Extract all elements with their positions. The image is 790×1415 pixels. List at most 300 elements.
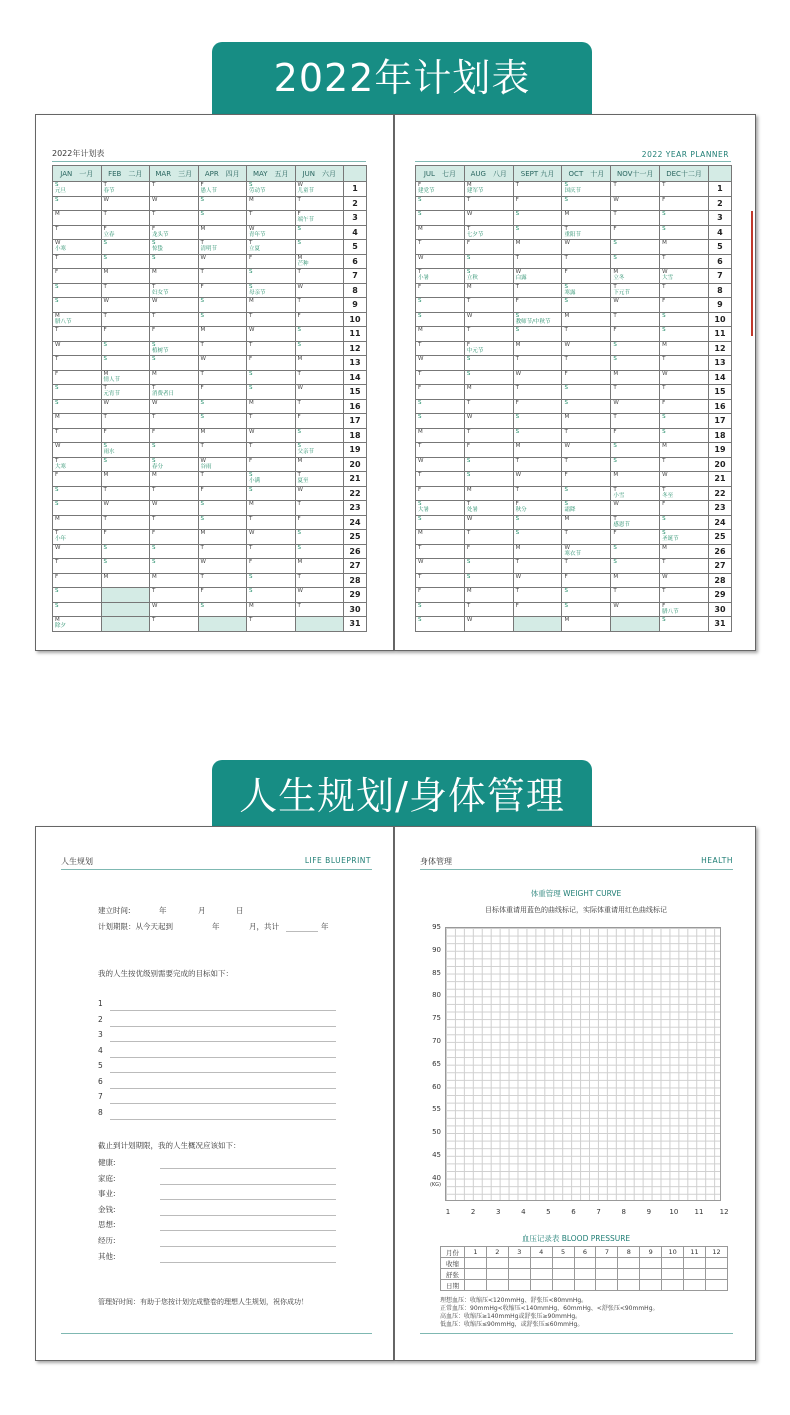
day-cell[interactable] [513, 559, 562, 574]
day-cell[interactable] [513, 602, 562, 617]
status-line[interactable] [160, 1262, 336, 1263]
day-cell[interactable] [611, 269, 660, 284]
day-cell[interactable] [611, 457, 660, 472]
bp-cell[interactable] [574, 1269, 596, 1280]
day-cell[interactable] [464, 573, 513, 588]
bp-cell[interactable] [465, 1258, 487, 1269]
day-cell[interactable] [198, 443, 247, 458]
day-cell[interactable] [150, 602, 199, 617]
day-cell[interactable] [247, 414, 296, 429]
day-cell[interactable] [53, 312, 102, 327]
day-cell[interactable] [660, 298, 709, 313]
day-cell[interactable] [295, 414, 344, 429]
day-cell[interactable] [611, 530, 660, 545]
bp-cell[interactable] [486, 1258, 508, 1269]
day-cell[interactable] [611, 240, 660, 255]
day-cell[interactable] [101, 283, 150, 298]
day-cell[interactable] [295, 341, 344, 356]
day-cell[interactable] [198, 182, 247, 197]
day-cell[interactable] [611, 225, 660, 240]
day-cell[interactable] [150, 298, 199, 313]
day-cell[interactable] [295, 370, 344, 385]
day-cell[interactable] [416, 341, 465, 356]
day-cell[interactable] [150, 327, 199, 342]
day-cell[interactable] [611, 486, 660, 501]
day-cell[interactable] [464, 414, 513, 429]
day-cell[interactable] [513, 298, 562, 313]
bp-cell[interactable] [618, 1280, 640, 1291]
day-cell[interactable] [464, 457, 513, 472]
weight-grid[interactable] [445, 927, 721, 1201]
day-cell[interactable] [247, 457, 296, 472]
day-cell[interactable] [562, 617, 611, 632]
day-cell[interactable] [295, 211, 344, 226]
day-cell[interactable] [464, 225, 513, 240]
day-cell[interactable] [150, 414, 199, 429]
day-cell[interactable] [150, 472, 199, 487]
day-cell[interactable] [295, 283, 344, 298]
day-cell[interactable] [198, 283, 247, 298]
day-cell[interactable] [247, 472, 296, 487]
day-cell[interactable] [416, 414, 465, 429]
day-cell[interactable] [611, 370, 660, 385]
day-cell[interactable] [660, 240, 709, 255]
day-cell[interactable] [101, 544, 150, 559]
day-cell[interactable] [198, 414, 247, 429]
day-cell[interactable] [416, 428, 465, 443]
day-cell[interactable] [53, 486, 102, 501]
day-cell[interactable] [416, 283, 465, 298]
day-cell[interactable] [513, 225, 562, 240]
bp-cell[interactable] [465, 1269, 487, 1280]
day-cell[interactable] [150, 501, 199, 516]
day-cell[interactable] [198, 602, 247, 617]
day-cell[interactable] [416, 399, 465, 414]
day-cell[interactable] [101, 211, 150, 226]
goal-line[interactable] [110, 1103, 336, 1104]
day-cell[interactable] [198, 356, 247, 371]
day-cell[interactable] [464, 501, 513, 516]
day-cell[interactable] [101, 515, 150, 530]
day-cell[interactable] [416, 370, 465, 385]
day-cell[interactable] [53, 515, 102, 530]
bp-cell[interactable] [552, 1280, 574, 1291]
day-cell[interactable] [660, 327, 709, 342]
day-cell[interactable] [247, 544, 296, 559]
day-cell[interactable] [150, 428, 199, 443]
day-cell[interactable] [464, 443, 513, 458]
day-cell[interactable] [660, 196, 709, 211]
day-cell[interactable] [562, 515, 611, 530]
day-cell[interactable] [660, 573, 709, 588]
day-cell[interactable] [247, 225, 296, 240]
day-cell[interactable] [295, 559, 344, 574]
day-cell[interactable] [150, 617, 199, 632]
day-cell[interactable] [660, 515, 709, 530]
day-cell[interactable] [198, 457, 247, 472]
day-cell[interactable] [150, 370, 199, 385]
day-cell[interactable] [53, 370, 102, 385]
day-cell[interactable] [101, 428, 150, 443]
day-cell[interactable] [513, 269, 562, 284]
day-cell[interactable] [198, 588, 247, 603]
day-cell[interactable] [513, 515, 562, 530]
day-cell[interactable] [295, 298, 344, 313]
day-cell[interactable] [513, 443, 562, 458]
day-cell[interactable] [562, 588, 611, 603]
goal-line[interactable] [110, 1041, 336, 1042]
day-cell[interactable] [416, 385, 465, 400]
bp-cell[interactable] [552, 1269, 574, 1280]
day-cell[interactable] [247, 573, 296, 588]
day-cell[interactable] [464, 356, 513, 371]
day-cell[interactable] [198, 254, 247, 269]
day-cell[interactable] [247, 428, 296, 443]
day-cell[interactable] [150, 544, 199, 559]
day-cell[interactable] [660, 385, 709, 400]
day-cell[interactable] [562, 385, 611, 400]
day-cell[interactable] [53, 254, 102, 269]
day-cell[interactable] [295, 196, 344, 211]
day-cell[interactable] [247, 196, 296, 211]
day-cell[interactable] [295, 385, 344, 400]
bp-cell[interactable] [530, 1280, 552, 1291]
day-cell[interactable] [416, 182, 465, 197]
day-cell[interactable] [464, 240, 513, 255]
day-cell[interactable] [660, 530, 709, 545]
period-years-blank[interactable] [286, 931, 318, 932]
day-cell[interactable] [611, 341, 660, 356]
day-cell[interactable] [562, 327, 611, 342]
day-cell[interactable] [150, 399, 199, 414]
day-cell[interactable] [198, 573, 247, 588]
day-cell[interactable] [660, 544, 709, 559]
day-cell[interactable] [513, 501, 562, 516]
day-cell[interactable] [611, 588, 660, 603]
bp-cell[interactable] [662, 1280, 684, 1291]
day-cell[interactable] [660, 182, 709, 197]
bp-cell[interactable] [640, 1269, 662, 1280]
day-cell[interactable] [611, 428, 660, 443]
goal-line[interactable] [110, 1088, 336, 1089]
day-cell[interactable] [416, 559, 465, 574]
day-cell[interactable] [562, 356, 611, 371]
day-cell[interactable] [416, 196, 465, 211]
day-cell[interactable] [150, 457, 199, 472]
status-line[interactable] [160, 1215, 336, 1216]
day-cell[interactable] [101, 298, 150, 313]
day-cell[interactable] [53, 530, 102, 545]
day-cell[interactable] [464, 617, 513, 632]
day-cell[interactable] [101, 457, 150, 472]
day-cell[interactable] [247, 370, 296, 385]
day-cell[interactable] [464, 196, 513, 211]
day-cell[interactable] [198, 225, 247, 240]
day-cell[interactable] [562, 428, 611, 443]
day-cell[interactable] [416, 588, 465, 603]
day-cell[interactable] [198, 312, 247, 327]
day-cell[interactable] [247, 240, 296, 255]
day-cell[interactable] [198, 428, 247, 443]
day-cell[interactable] [295, 182, 344, 197]
bp-cell[interactable] [508, 1280, 530, 1291]
day-cell[interactable] [562, 399, 611, 414]
day-cell[interactable] [198, 399, 247, 414]
day-cell[interactable] [611, 254, 660, 269]
day-cell[interactable] [247, 443, 296, 458]
day-cell[interactable] [247, 588, 296, 603]
day-cell[interactable] [53, 269, 102, 284]
bp-cell[interactable] [618, 1269, 640, 1280]
day-cell[interactable] [295, 486, 344, 501]
day-cell[interactable] [611, 501, 660, 516]
day-cell[interactable] [611, 544, 660, 559]
day-cell[interactable] [464, 283, 513, 298]
day-cell[interactable] [101, 443, 150, 458]
day-cell[interactable] [611, 182, 660, 197]
day-cell[interactable] [513, 588, 562, 603]
day-cell[interactable] [53, 428, 102, 443]
day-cell[interactable] [247, 182, 296, 197]
day-cell[interactable] [562, 269, 611, 284]
day-cell[interactable] [513, 385, 562, 400]
day-cell[interactable] [464, 370, 513, 385]
day-cell[interactable] [611, 385, 660, 400]
day-cell[interactable] [101, 399, 150, 414]
day-cell[interactable] [660, 341, 709, 356]
day-cell[interactable] [660, 225, 709, 240]
day-cell[interactable] [660, 486, 709, 501]
day-cell[interactable] [562, 240, 611, 255]
day-cell[interactable] [660, 443, 709, 458]
day-cell[interactable] [101, 486, 150, 501]
bp-cell[interactable] [530, 1269, 552, 1280]
day-cell[interactable] [150, 182, 199, 197]
day-cell[interactable] [562, 602, 611, 617]
day-cell[interactable] [611, 298, 660, 313]
day-cell[interactable] [247, 356, 296, 371]
day-cell[interactable] [513, 428, 562, 443]
day-cell[interactable] [611, 312, 660, 327]
day-cell[interactable] [416, 486, 465, 501]
day-cell[interactable] [513, 312, 562, 327]
day-cell[interactable] [295, 588, 344, 603]
day-cell[interactable] [150, 240, 199, 255]
day-cell[interactable] [247, 269, 296, 284]
day-cell[interactable] [247, 283, 296, 298]
day-cell[interactable] [53, 356, 102, 371]
day-cell[interactable] [562, 573, 611, 588]
bp-cell[interactable] [465, 1280, 487, 1291]
day-cell[interactable] [562, 182, 611, 197]
day-cell[interactable] [660, 283, 709, 298]
bp-cell[interactable] [662, 1269, 684, 1280]
day-cell[interactable] [660, 414, 709, 429]
day-cell[interactable] [295, 240, 344, 255]
day-cell[interactable] [295, 356, 344, 371]
bp-cell[interactable] [640, 1280, 662, 1291]
day-cell[interactable] [247, 327, 296, 342]
day-cell[interactable] [150, 530, 199, 545]
day-cell[interactable] [464, 312, 513, 327]
day-cell[interactable] [150, 269, 199, 284]
day-cell[interactable] [660, 399, 709, 414]
day-cell[interactable] [295, 544, 344, 559]
day-cell[interactable] [611, 196, 660, 211]
day-cell[interactable] [150, 515, 199, 530]
day-cell[interactable] [53, 182, 102, 197]
goal-line[interactable] [110, 1010, 336, 1011]
day-cell[interactable] [101, 573, 150, 588]
day-cell[interactable] [247, 486, 296, 501]
day-cell[interactable] [660, 428, 709, 443]
day-cell[interactable] [198, 196, 247, 211]
day-cell[interactable] [464, 399, 513, 414]
day-cell[interactable] [660, 617, 709, 632]
status-line[interactable] [160, 1199, 336, 1200]
day-cell[interactable] [295, 457, 344, 472]
day-cell[interactable] [101, 254, 150, 269]
day-cell[interactable] [562, 414, 611, 429]
day-cell[interactable] [295, 225, 344, 240]
day-cell[interactable] [513, 414, 562, 429]
day-cell[interactable] [101, 225, 150, 240]
day-cell[interactable] [464, 182, 513, 197]
day-cell[interactable] [562, 544, 611, 559]
day-cell[interactable] [198, 530, 247, 545]
day-cell[interactable] [198, 544, 247, 559]
day-cell[interactable] [464, 602, 513, 617]
day-cell[interactable] [464, 211, 513, 226]
day-cell[interactable] [660, 501, 709, 516]
day-cell[interactable] [198, 486, 247, 501]
day-cell[interactable] [198, 211, 247, 226]
day-cell[interactable] [295, 312, 344, 327]
day-cell[interactable] [416, 573, 465, 588]
day-cell[interactable] [198, 341, 247, 356]
day-cell[interactable] [295, 269, 344, 284]
day-cell[interactable] [247, 312, 296, 327]
bp-cell[interactable] [508, 1258, 530, 1269]
day-cell[interactable] [101, 312, 150, 327]
day-cell[interactable] [247, 617, 296, 632]
day-cell[interactable] [464, 327, 513, 342]
day-cell[interactable] [562, 225, 611, 240]
bp-cell[interactable] [552, 1258, 574, 1269]
day-cell[interactable] [513, 472, 562, 487]
day-cell[interactable] [247, 501, 296, 516]
day-cell[interactable] [611, 399, 660, 414]
day-cell[interactable] [611, 472, 660, 487]
day-cell[interactable] [562, 211, 611, 226]
day-cell[interactable] [513, 196, 562, 211]
bp-cell[interactable] [618, 1258, 640, 1269]
day-cell[interactable] [611, 602, 660, 617]
status-line[interactable] [160, 1168, 336, 1169]
bp-cell[interactable] [662, 1258, 684, 1269]
day-cell[interactable] [247, 254, 296, 269]
day-cell[interactable] [53, 327, 102, 342]
bp-cell[interactable] [705, 1258, 727, 1269]
bp-cell[interactable] [684, 1258, 706, 1269]
day-cell[interactable] [660, 269, 709, 284]
day-cell[interactable] [53, 457, 102, 472]
day-cell[interactable] [53, 588, 102, 603]
day-cell[interactable] [150, 559, 199, 574]
day-cell[interactable] [53, 196, 102, 211]
day-cell[interactable] [416, 443, 465, 458]
day-cell[interactable] [247, 399, 296, 414]
bp-cell[interactable] [640, 1258, 662, 1269]
day-cell[interactable] [464, 486, 513, 501]
day-cell[interactable] [660, 370, 709, 385]
day-cell[interactable] [513, 399, 562, 414]
day-cell[interactable] [101, 269, 150, 284]
day-cell[interactable] [416, 240, 465, 255]
goal-line[interactable] [110, 1119, 336, 1120]
day-cell[interactable] [464, 298, 513, 313]
day-cell[interactable] [53, 211, 102, 226]
bp-cell[interactable] [684, 1269, 706, 1280]
day-cell[interactable] [464, 341, 513, 356]
day-cell[interactable] [513, 254, 562, 269]
day-cell[interactable] [53, 602, 102, 617]
day-cell[interactable] [198, 327, 247, 342]
day-cell[interactable] [611, 515, 660, 530]
day-cell[interactable] [562, 530, 611, 545]
day-cell[interactable] [416, 225, 465, 240]
day-cell[interactable] [513, 370, 562, 385]
day-cell[interactable] [611, 356, 660, 371]
day-cell[interactable] [416, 544, 465, 559]
day-cell[interactable] [513, 211, 562, 226]
day-cell[interactable] [513, 457, 562, 472]
day-cell[interactable] [247, 385, 296, 400]
day-cell[interactable] [660, 356, 709, 371]
day-cell[interactable] [198, 472, 247, 487]
day-cell[interactable] [150, 254, 199, 269]
goal-line[interactable] [110, 1026, 336, 1027]
goal-line[interactable] [110, 1057, 336, 1058]
bp-cell[interactable] [486, 1269, 508, 1280]
day-cell[interactable] [295, 472, 344, 487]
day-cell[interactable] [464, 530, 513, 545]
day-cell[interactable] [562, 501, 611, 516]
day-cell[interactable] [416, 501, 465, 516]
day-cell[interactable] [562, 559, 611, 574]
day-cell[interactable] [416, 211, 465, 226]
day-cell[interactable] [562, 196, 611, 211]
day-cell[interactable] [562, 283, 611, 298]
day-cell[interactable] [295, 501, 344, 516]
day-cell[interactable] [101, 472, 150, 487]
day-cell[interactable] [464, 544, 513, 559]
day-cell[interactable] [150, 385, 199, 400]
day-cell[interactable] [660, 559, 709, 574]
day-cell[interactable] [464, 588, 513, 603]
day-cell[interactable] [416, 515, 465, 530]
day-cell[interactable] [416, 530, 465, 545]
day-cell[interactable] [150, 588, 199, 603]
day-cell[interactable] [416, 269, 465, 284]
status-line[interactable] [160, 1184, 336, 1185]
status-line[interactable] [160, 1230, 336, 1231]
day-cell[interactable] [247, 559, 296, 574]
day-cell[interactable] [513, 486, 562, 501]
day-cell[interactable] [53, 283, 102, 298]
day-cell[interactable] [660, 602, 709, 617]
day-cell[interactable] [562, 370, 611, 385]
